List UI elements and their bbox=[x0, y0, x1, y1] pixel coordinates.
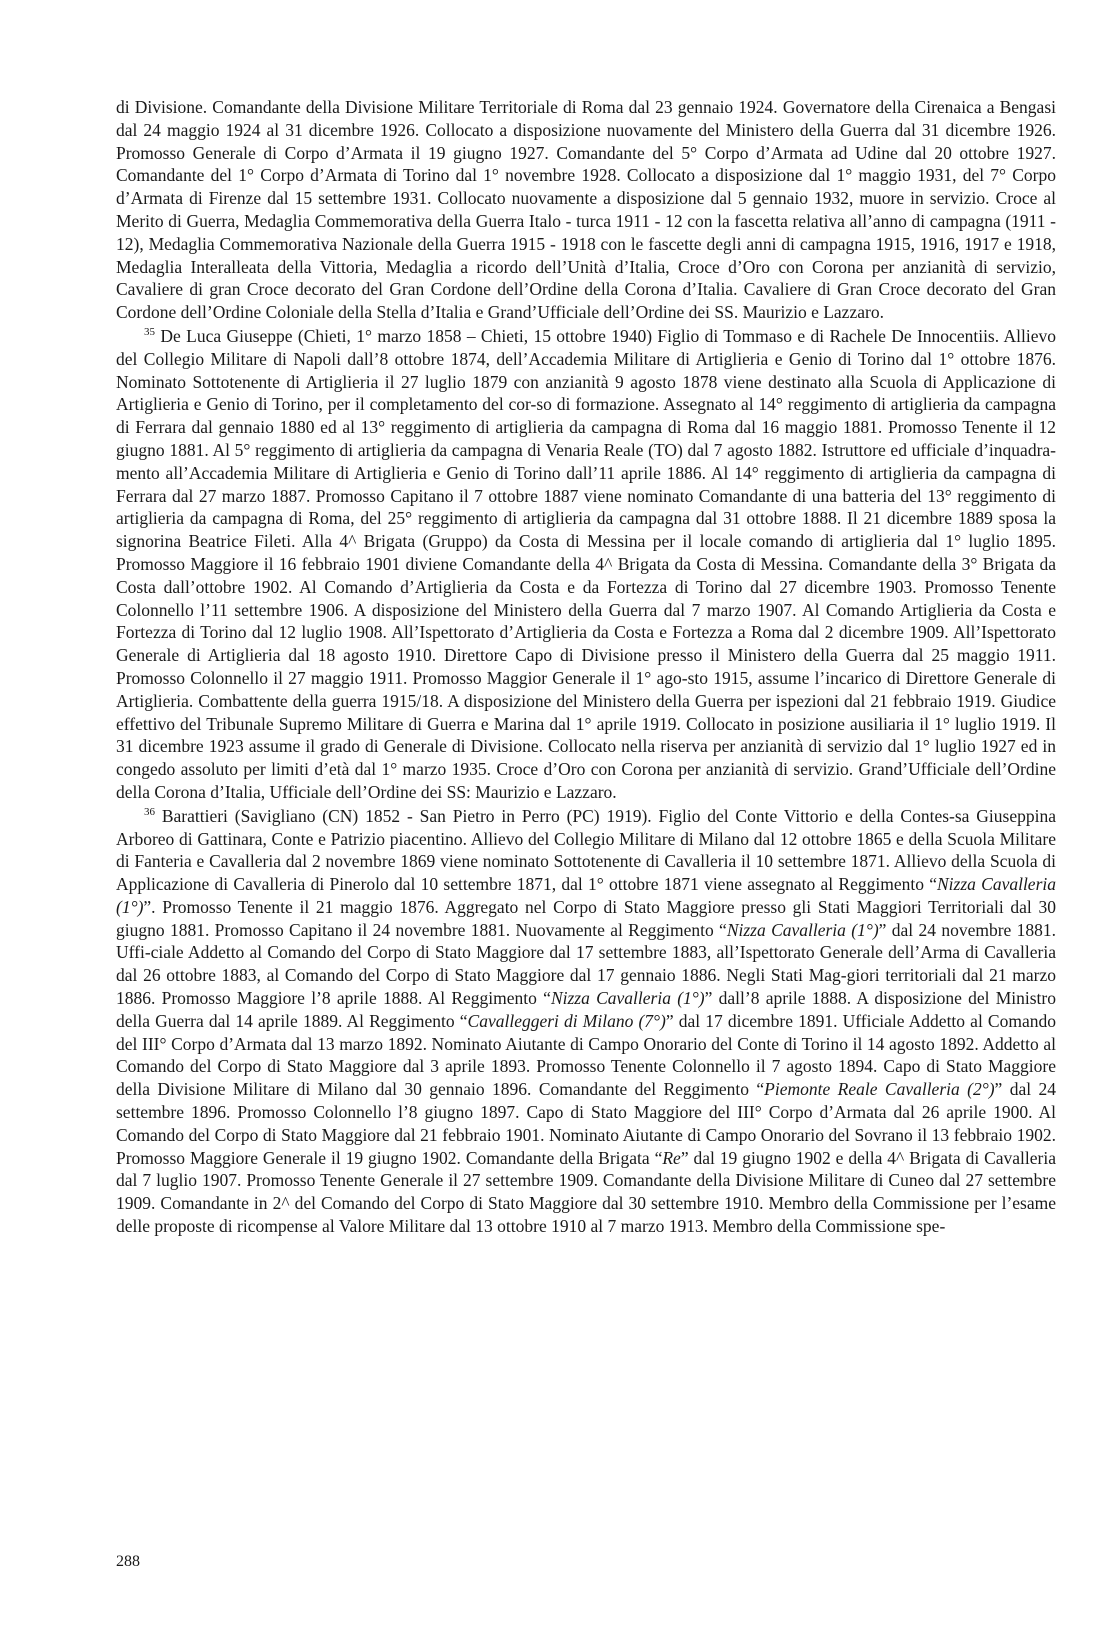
regiment-name: Cavalleggeri di Milano (7°) bbox=[467, 1010, 666, 1031]
text-segment: ” dall’8 aprile 1888. A disposizione del Ministro della Guerra dal 14 aprile 1889. Al Reggimento “ bbox=[116, 988, 1057, 1031]
text-segment: ” dal 17 dicembre 1891. Ufficiale Addetto al Comando del III° Corpo d’Armata dal 13 marzo 1892. Nominato Aiutante di Campo Onorario del Conte di Torino il 14 agosto 1892. Addetto al Comando del Corpo di Stato Maggiore dal 3 aprile 1893. Promosso Tenente Colonnello il 7 agosto 1894. Capo di Stato Maggiore della Divisione Militare di Milano dal 30 gennaio 1896. Comandante del Reggimento “ bbox=[116, 1010, 1056, 1100]
page-body bbox=[116, 96, 1056, 1576]
text-segment: ” dal 24 novembre 1881. Uffi-ciale Addetto al Comando del Corpo di Stato Maggiore dal 17 settembre 1883, all’Ispettorato Generale dell’Arma di Cavalleria dal 26 ottobre 1883, al Comando del Corpo di Stato Maggiore dal 17 gennaio 1886. Negli Stati Mag-giori territoriali dal 21 marzo 1886. Promosso Maggiore l’8 aprile 1888. Al Reggimento “ bbox=[116, 919, 1057, 1009]
regiment-name: Nizza Cavalleria (1°) bbox=[550, 988, 705, 1009]
text-segment: di Divisione. Comandante della Divisione Militare Territoriale di Roma dal 23 gennaio 1924. Governatore della Cirenaica a Bengasi dal 24 maggio 1924 al 31 dicembre 1926. Collocato a disposizione nuovamente del Ministero della Guerra dal 31 dicembre 1926. Promosso Generale di Corpo d’Armata il 19 giugno 1927. Comandante del 5° Corpo d’Armata ad Udine dal 20 ottobre 1927. Comandante del 1° Corpo d’Armata di Torino dal 1° novembre 1928. Collocato a disposizione dal 1° maggio 1931, del 7° Corpo d’Armata di Firenze dal 15 settembre 1931. Collocato nuovamente a disposizione dal 5 gennaio 1932, muore in servizio. Croce al Merito di Guerra, Medaglia Commemorativa della Guerra Italo - turca 1911 - 12 con la fascetta relativa all’anno di campagna (1911 - 12), Medaglia Commemorativa Nazionale della Guerra 1915 - 1918 con le fascette degli anni di campagna 1915, 1916, 1917 e 1918, Medaglia Interalleata della Vittoria, Medaglia a ricordo dell’Unità d’Italia, Croce d’Oro con Corona per anzianità di servizio, Cavaliere di gran Croce decorato del Gran Cordone dell’Ordine della Corona d’Italia. Cavaliere di Gran Croce decorato del Gran Cordone dell’Ordine Coloniale della Stella d’Italia e Grand’Ufficiale dell’Ordine dei SS. Maurizio e Lazzaro. bbox=[116, 97, 1056, 323]
text-segment: ” dal 19 giugno 1902 e della 4^ Brigata di Cavalleria dal 7 luglio 1907. Promosso Tenente Generale il 27 settembre 1909. Comandante della Divisione Militare di Cuneo dal 27 settembre 1909. Comandante in 2^ del Comando del Corpo di Stato Maggiore dal 30 settembre 1910. Membro della Commissione per l’esame delle proposte di ricompense al Valore Militare dal 13 ottobre 1910 al 7 marzo 1913. Membro della Commissione spe- bbox=[116, 1147, 1056, 1237]
text-segment: ”. Promosso Tenente il 21 maggio 1876. Aggregato nel Corpo di Stato Maggiore presso gli Stati Maggiori Territoriali dal 30 giugno 1881. Promosso Capitano il 24 novembre 1881. Nuovamente al Reggimento “ bbox=[116, 896, 1056, 940]
paragraph-continuation bbox=[116, 96, 1056, 324]
text-segment: Barattieri (Savigliano (CN) 1852 - San Pietro in Perro (PC) 1919). Figlio del Conte Vittorio e della Contes-sa Giuseppina Arboreo di Gattinara, Conte e Patrizio piacentino. Allievo del Collegio Militare di Milano dal 12 ottobre 1865 e della Scuola Militare di Fanteria e Cavalleria dal 2 novembre 1869 viene nominato Sottotenente di Cavalleria il 10 settembre 1871. Allievo della Scuola di Applicazione di Cavalleria di Pinerolo dal 10 settembre 1871, dal 1° ottobre 1871 viene assegnato al Reggimento “ bbox=[116, 805, 1056, 895]
regiment-name: Nizza Cavalleria (1°) bbox=[116, 874, 1057, 917]
footnote-35 bbox=[116, 325, 1056, 804]
footnote-36 bbox=[116, 805, 1056, 1238]
footnote-number: 36 bbox=[144, 805, 155, 818]
page-number: 288 bbox=[116, 1553, 140, 1570]
regiment-name: Nizza Cavalleria (1°) bbox=[726, 919, 879, 940]
text-segment: ” dal 24 settembre 1896. Promosso Colonnello l’8 giugno 1897. Capo di Stato Maggiore del III° Corpo d’Armata dal 26 aprile 1900. Al Comando del Corpo di Stato Maggiore dal 21 febbraio 1901. Nominato Aiutante di Campo Onorario del Sovrano il 13 febbraio 1902. Promosso Maggiore Generale il 19 giugno 1902. Comandante della Brigata “ bbox=[116, 1079, 1056, 1168]
brigade-name: Re bbox=[662, 1147, 681, 1168]
regiment-name: Piemonte Reale Cavalleria (2°) bbox=[764, 1079, 995, 1100]
footnote-number: 35 bbox=[144, 326, 155, 339]
text-segment: De Luca Giuseppe (Chieti, 1° marzo 1858 – Chieti, 15 ottobre 1940) Figlio di Tommaso e di Rachele De Innocentiis. Allievo del Collegio Militare di Napoli dall’8 ottobre 1874, dell’Accademia Militare di Artiglieria e Genio di Torino dal 1° ottobre 1876. Nominato Sottotenente di Artiglieria il 27 luglio 1879 con anzianità 9 agosto 1878 viene destinato alla Scuola di Applicazione di Artiglieria e Genio di Torino, per il completamento del cor-so di formazione. Assegnato al 14° reggimento di artiglieria da campagna di Ferrara dal gennaio 1880 ed al 13° reggimento di artiglieria da campagna di Roma dal 16 maggio 1881. Promosso Tenente il 12 giugno 1881. Al 5° reggimento di artiglieria da campagna di Venaria Reale (TO) dal 7 agosto 1882. Istruttore ed ufficiale d’inquadra-mento all’Accademia Militare di Artiglieria e Genio di Torino dall’11 aprile 1886. Al 14° reggimento di artiglieria da campagna di Ferrara dal 27 marzo 1887. Promosso Capitano il 7 ottobre 1887 viene nominato Comandante di una batteria del 13° reggimento di artiglieria da campagna di Roma, del 25° reggimento di artiglieria da campagna dal 31 ottobre 1888. Il 21 dicembre 1889 sposa la signorina Beatrice Fileti. Alla 4^ Brigata (Gruppo) da Costa di Messina per il locale comando di artiglieria dal 1° luglio 1895. Promosso Maggiore il 16 febbraio 1901 diviene Comandante della 4^ Brigata da Costa di Messina. Comandante della 3° Brigata da Costa dall’ottobre 1902. Al Comando d’Artiglieria da Costa e da Fortezza di Torino dal 27 dicembre 1903. Promosso Tenente Colonnello l’11 settembre 1906. A disposizione del Ministero della Guerra dal 7 marzo 1907. Al Comando Artiglieria da Costa e Fortezza di Torino dal 12 luglio 1908. All’Ispettorato d’Artiglieria da Costa e Fortezza a Roma dal 2 dicembre 1909. All’Ispettorato Generale di Artiglieria dal 18 agosto 1910. Direttore Capo di Divisione presso il Ministero della Guerra dal 25 maggio 1911. Promosso Colonnello il 27 maggio 1911. Promosso Maggior Generale il 1° ago-sto 1915, assume l’incarico di Direttore Generale di Artiglieria. Combattente della guerra 1915/18. A disposizione del Ministero della Guerra per ispezioni dal 21 febbraio 1919. Giudice effettivo del Tribunale Supremo Militare di Guerra e Marina dal 1° aprile 1919. Collocato in posizione ausiliaria il 1° luglio 1919. Il 31 dicembre 1923 assume il grado di Generale di Divisione. Collocato nella riserva per anzianità di servizio dal 1° luglio 1927 ed in congedo assoluto per limiti d’età dal 1° marzo 1935. Croce d’Oro con Corona per anzianità di servizio. Grand’Ufficiale dell’Ordine della Corona d’Italia, Ufficiale dell’Ordine dei SS: Maurizio e Lazzaro. bbox=[116, 325, 1056, 802]
